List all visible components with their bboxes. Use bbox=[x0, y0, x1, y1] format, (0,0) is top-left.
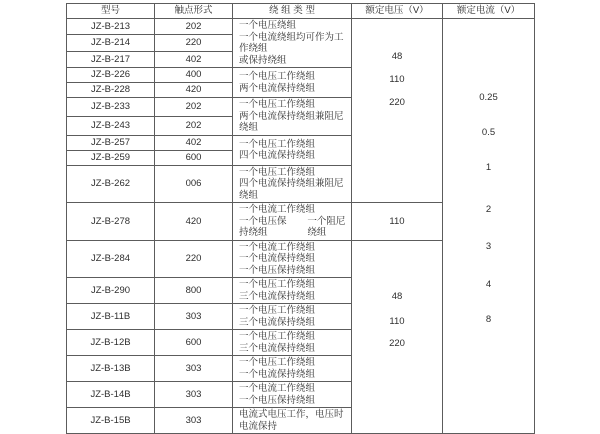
winding-line: 一个电压保持绕组 bbox=[239, 394, 316, 406]
spec-table bbox=[66, 3, 535, 434]
current-value: 8 bbox=[485, 314, 492, 325]
winding-line: 一个电流工作绕组 bbox=[239, 241, 316, 253]
current-value: 1 bbox=[485, 162, 492, 173]
model-cell: JZ-B-257 bbox=[67, 135, 155, 150]
model-cell: JZ-B-217 bbox=[67, 51, 155, 67]
winding-line: 一个电压工作绕组 bbox=[239, 71, 316, 82]
winding-cell bbox=[233, 203, 352, 241]
current-value: 0.25 bbox=[479, 92, 498, 103]
voltage-value: 220 bbox=[389, 337, 405, 349]
model-cell: JZ-B-226 bbox=[67, 68, 155, 83]
winding-line: 一个电流保持绕组 bbox=[239, 253, 316, 264]
winding-cell bbox=[233, 356, 352, 382]
contact-cell: 202 bbox=[155, 19, 233, 35]
winding-line-part: 一个阻尼绕组 bbox=[307, 215, 346, 238]
winding-cell bbox=[233, 240, 352, 278]
current-value: 4 bbox=[485, 279, 492, 290]
contact-cell: 303 bbox=[155, 382, 233, 408]
contact-cell: 303 bbox=[155, 408, 233, 434]
current-value: 2 bbox=[485, 204, 492, 215]
col-header-model: 型号 bbox=[67, 4, 155, 19]
model-cell: JZ-B-284 bbox=[67, 240, 155, 278]
winding-line: 一个电压工作绕组 bbox=[239, 99, 316, 110]
current-value: 3 bbox=[485, 241, 492, 252]
winding-line: 三个电流保持绕组 bbox=[239, 342, 316, 354]
model-cell: JZ-B-259 bbox=[67, 150, 155, 165]
winding-line: 四个电流保持绕组 bbox=[239, 150, 316, 161]
contact-cell: 420 bbox=[155, 203, 233, 241]
winding-cell bbox=[233, 19, 352, 68]
winding-line: 两个电流保持绕组兼阻尼绕组 bbox=[239, 110, 344, 133]
current-cell bbox=[443, 19, 535, 434]
winding-line: 一个电压工作绕组 bbox=[239, 279, 316, 290]
voltage-value: 48 bbox=[391, 290, 403, 302]
contact-cell: 420 bbox=[155, 83, 233, 98]
contact-cell: 600 bbox=[155, 330, 233, 356]
voltage-cell bbox=[352, 240, 443, 434]
model-cell: JZ-B-243 bbox=[67, 116, 155, 135]
col-header-winding: 绕 组 类 型 bbox=[233, 4, 352, 19]
voltage-value: 110 bbox=[389, 315, 405, 327]
model-cell: JZ-B-228 bbox=[67, 83, 155, 98]
voltage-cell bbox=[352, 19, 443, 203]
contact-cell: 202 bbox=[155, 116, 233, 135]
contact-cell: 220 bbox=[155, 240, 233, 278]
winding-line: 两个电流保持绕组 bbox=[239, 82, 316, 94]
contact-cell: 600 bbox=[155, 150, 233, 165]
winding-line: 一个电压保持绕组 bbox=[239, 264, 316, 276]
voltage-cell: 110 bbox=[352, 203, 443, 241]
model-cell: JZ-B-11B bbox=[67, 304, 155, 330]
voltage-value: 48 bbox=[391, 51, 403, 62]
table-row bbox=[67, 19, 535, 35]
model-cell: JZ-B-233 bbox=[67, 98, 155, 117]
winding-line: 一个电流保持绕组 bbox=[239, 368, 316, 380]
model-cell: JZ-B-13B bbox=[67, 356, 155, 382]
winding-line: 一个电流工作绕组 bbox=[239, 383, 316, 394]
voltage-value: 110 bbox=[389, 74, 405, 85]
winding-cell bbox=[233, 330, 352, 356]
winding-cell bbox=[233, 135, 352, 165]
winding-line: 三个电流保持绕组 bbox=[239, 316, 316, 328]
model-cell: JZ-B-14B bbox=[67, 382, 155, 408]
winding-cell bbox=[233, 98, 352, 136]
winding-line: 一个电压工作绕组 bbox=[239, 331, 316, 342]
model-cell: JZ-B-262 bbox=[67, 165, 155, 203]
model-cell: JZ-B-15B bbox=[67, 408, 155, 434]
winding-cell bbox=[233, 304, 352, 330]
contact-cell: 402 bbox=[155, 135, 233, 150]
winding-line: 一个电压工作绕组 bbox=[239, 166, 316, 178]
col-header-current: 额定电流（V） bbox=[443, 4, 535, 19]
contact-cell: 400 bbox=[155, 68, 233, 83]
model-cell: JZ-B-278 bbox=[67, 203, 155, 241]
contact-cell: 303 bbox=[155, 356, 233, 382]
col-header-contact: 触点形式 bbox=[155, 4, 233, 19]
winding-line: 四个电流保持绕组兼阻尼绕组 bbox=[239, 178, 344, 201]
winding-line: 一个电压工作绕组 bbox=[239, 357, 316, 368]
winding-line: 或保持绕组 bbox=[239, 54, 287, 66]
col-header-voltage: 额定电压（V） bbox=[352, 4, 443, 19]
contact-cell: 800 bbox=[155, 278, 233, 304]
contact-cell: 220 bbox=[155, 35, 233, 51]
winding-cell bbox=[233, 408, 352, 434]
winding-cell bbox=[233, 382, 352, 408]
winding-line: 一个电压工作绕组 bbox=[239, 138, 316, 150]
winding-cell bbox=[233, 278, 352, 304]
contact-cell: 402 bbox=[155, 51, 233, 67]
winding-line: 一个电流绕组均可作为工作绕组 bbox=[239, 31, 344, 54]
winding-cell bbox=[233, 68, 352, 98]
contact-cell: 006 bbox=[155, 165, 233, 203]
header-row bbox=[67, 4, 535, 19]
voltage-value: 220 bbox=[389, 97, 405, 108]
winding-cell bbox=[233, 165, 352, 203]
model-cell: JZ-B-214 bbox=[67, 35, 155, 51]
model-cell: JZ-B-290 bbox=[67, 278, 155, 304]
current-value: 0.5 bbox=[481, 127, 496, 138]
model-cell: JZ-B-213 bbox=[67, 19, 155, 35]
winding-line: 一个电流工作绕组 bbox=[239, 204, 316, 215]
model-cell: JZ-B-12B bbox=[67, 330, 155, 356]
winding-line: 电流式电压工作，电压时电流保持 bbox=[239, 409, 344, 432]
contact-cell: 202 bbox=[155, 98, 233, 117]
winding-line bbox=[239, 216, 349, 239]
winding-line: 一个电压工作绕组 bbox=[239, 305, 316, 316]
winding-line: 一个电压绕组 bbox=[239, 20, 297, 31]
winding-line-part: 一个电压保持绕组 bbox=[239, 215, 287, 238]
winding-line: 三个电流保持绕组 bbox=[239, 290, 316, 302]
contact-cell: 303 bbox=[155, 304, 233, 330]
